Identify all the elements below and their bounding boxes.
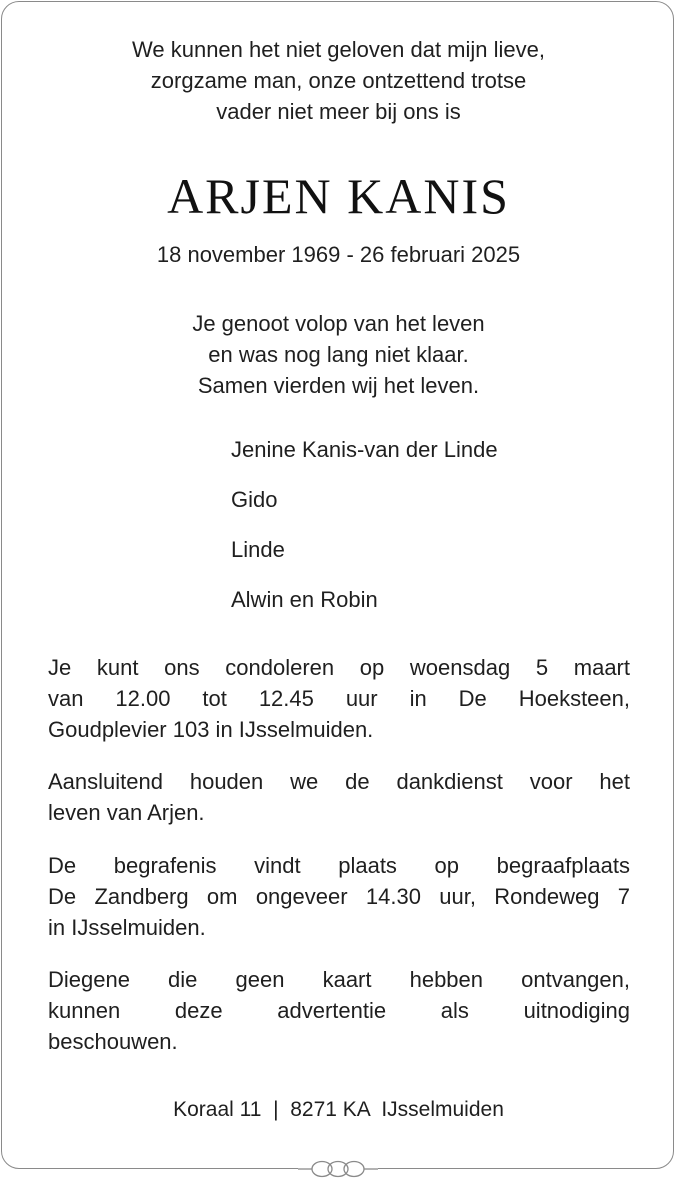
poem-line: Je genoot volop van het leven <box>192 311 485 336</box>
intro-line: We kunnen het niet geloven dat mijn lieve, <box>132 37 545 62</box>
poem-line: Samen vierden wij het leven. <box>197 373 480 398</box>
thanksgiving-paragraph <box>48 766 630 828</box>
intro-line: vader niet meer bij ons is <box>216 99 461 124</box>
intro-text <box>0 34 677 127</box>
deceased-name: ARJEN KANIS <box>167 168 510 224</box>
rings-ornament-icon <box>298 1158 378 1180</box>
invitation-paragraph <box>48 964 630 1057</box>
paragraph-line: Diegene die geen kaart hebben ontvangen, <box>48 967 630 992</box>
poem-line: en was nog lang niet klaar. <box>208 342 469 367</box>
paragraph-line: kunnen deze advertentie als uitnodiging <box>48 998 630 1023</box>
family-member-name: Alwin en Robin <box>231 587 378 612</box>
condolence-paragraph <box>48 652 630 745</box>
paragraph-line: De begrafenis vindt plaats op begraafplaats <box>48 853 630 878</box>
life-dates: 18 november 1969 - 26 februari 2025 <box>156 242 521 267</box>
paragraph-line: Aansluitend houden we de dankdienst voor het <box>48 769 630 794</box>
funeral-paragraph <box>48 850 630 943</box>
family-member-name: Linde <box>231 537 285 562</box>
family-member-name: Gido <box>231 487 278 512</box>
paragraph-line: Je kunt ons condoleren op woensdag 5 maart <box>48 655 630 680</box>
paragraph-line: van 12.00 tot 12.45 uur in De Hoeksteen, <box>48 686 630 711</box>
paragraph-line: leven van Arjen. <box>48 800 205 825</box>
address-line: Koraal 11 | 8271 KA IJsselmuiden <box>173 1098 504 1121</box>
intro-line: zorgzame man, onze ontzettend trotse <box>150 68 527 93</box>
poem-text <box>0 308 677 401</box>
family-member-name: Jenine Kanis-van der Linde <box>231 437 498 462</box>
paragraph-line: Goudplevier 103 in IJsselmuiden. <box>48 717 374 742</box>
paragraph-line: beschouwen. <box>48 1029 178 1054</box>
paragraph-line: in IJsselmuiden. <box>48 915 206 940</box>
paragraph-line: De Zandberg om ongeveer 14.30 uur, Rondeweg 7 <box>48 884 630 909</box>
